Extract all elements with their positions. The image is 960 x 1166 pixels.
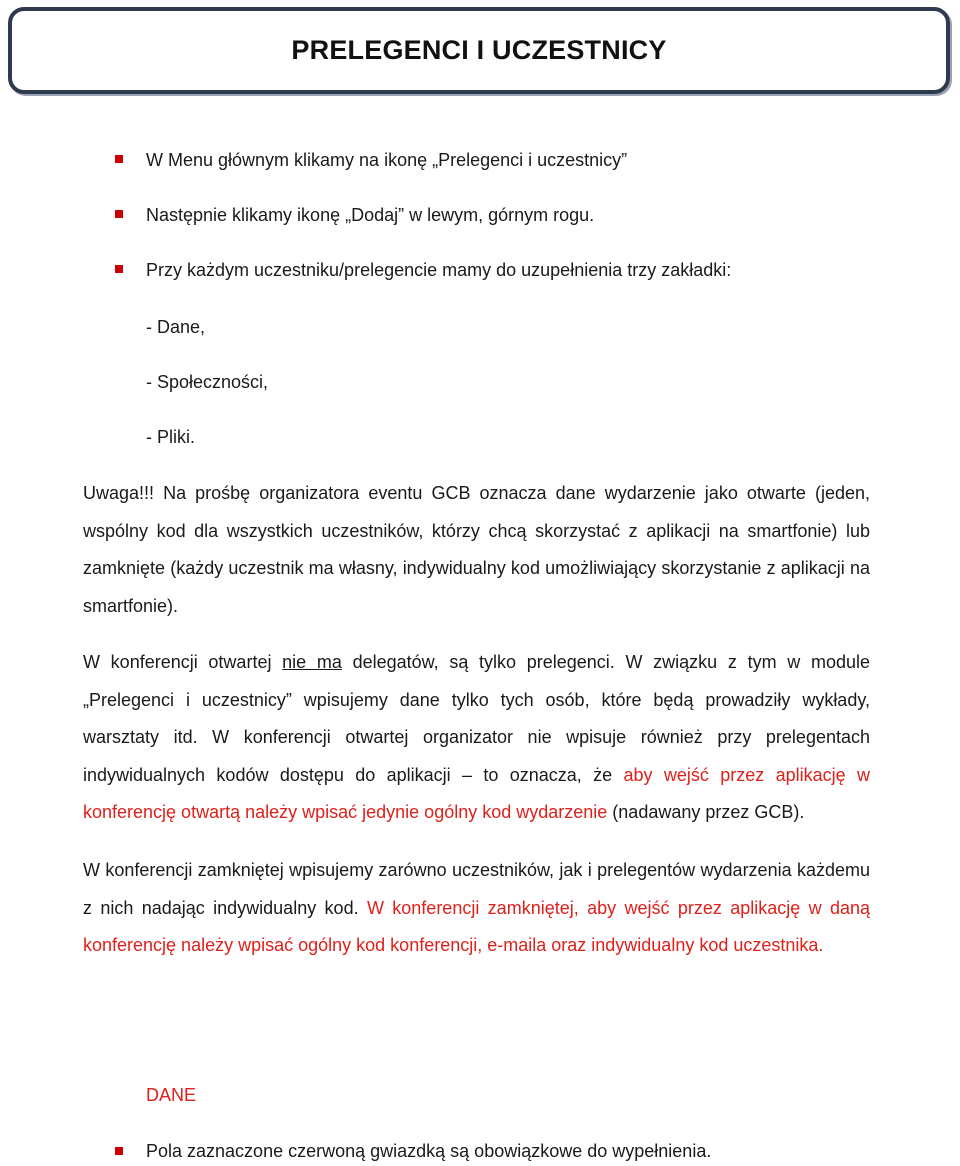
- section-heading-dane: DANE: [146, 1085, 197, 1105]
- tab-item-dane: - Dane,: [146, 317, 206, 337]
- list-item: W Menu głównym klikamy na ikonę „Prelegenci i uczestnicy”: [115, 142, 731, 197]
- page-title: PRELEGENCI I UCZESTNICY: [291, 35, 667, 65]
- square-bullet-icon: [115, 1147, 123, 1155]
- list-item: Pola zaznaczone czerwoną gwiazdką są obowiązkowe do wypełnienia.: [115, 1136, 711, 1166]
- list-item: Następnie klikamy ikonę „Dodaj” w lewym, górnym rogu.: [115, 197, 731, 252]
- open-conference-paragraph: W konferencji otwartej nie ma delegatów, są tylko prelegenci. W związku z tym w module „Prelegenci i uczestnicy” wpisujemy dane tylko tych osób, które będą prowadziły wykłady, warsztaty itd. W konferencji otwartej organizator nie wpisuje również przy prelegentach indywidualnych kodów dostępu do aplikacji – to oznacza, że aby wejść przez aplikację w konferencję otwartą należy wpisać jedynie ogólny kod wydarzenie (nadawany przez GCB).: [83, 652, 870, 823]
- closed-conference-paragraph: W konferencji zamkniętej wpisujemy zarówno uczestników, jak i prelegentów wydarzenia każdemu z nich nadając indywidualny kod. W konferencji zamkniętej, aby wejść przez aplikację w daną konferencję należy wpisać ogólny kod konferencji, e-maila oraz indywidualny kod uczestnika.: [83, 860, 870, 956]
- tabs-list: [146, 308, 268, 473]
- square-bullet-icon: [115, 155, 123, 163]
- dane-list: [115, 1136, 711, 1166]
- tab-item-spolecznosci: - Społeczności,: [146, 372, 269, 392]
- list-item: Przy każdym uczestniku/prelegencie mamy do uzupełnienia trzy zakładki:: [115, 252, 731, 307]
- tab-item-pliki: - Pliki.: [146, 427, 195, 447]
- closed-conference-highlight: W konferencji zamkniętej, aby wejść przez aplikację w daną konferencję należy wpisać ogólny kod konferencji, e-maila oraz indywidualny kod uczestnika.: [83, 897, 870, 956]
- title-frame: [8, 7, 950, 94]
- square-bullet-icon: [115, 265, 123, 273]
- square-bullet-icon: [115, 210, 123, 218]
- note-paragraph: Uwaga!!! Na prośbę organizatora eventu GCB oznacza dane wydarzenie jako otwarte (jeden, wspólny kod dla wszystkich uczestników, którzy chcą skorzystać z aplikacji na smartfonie) lub zamknięte (każdy uczestnik ma własny, indywidualny kod umożliwiający skorzystanie z aplikacji na smartfonie).: [83, 483, 870, 616]
- open-conference-highlight: aby wejść przez aplikację w konferencję otwartą należy wpisać jedynie ogólny kod wydarzenie: [83, 764, 870, 823]
- instruction-list: [115, 142, 731, 307]
